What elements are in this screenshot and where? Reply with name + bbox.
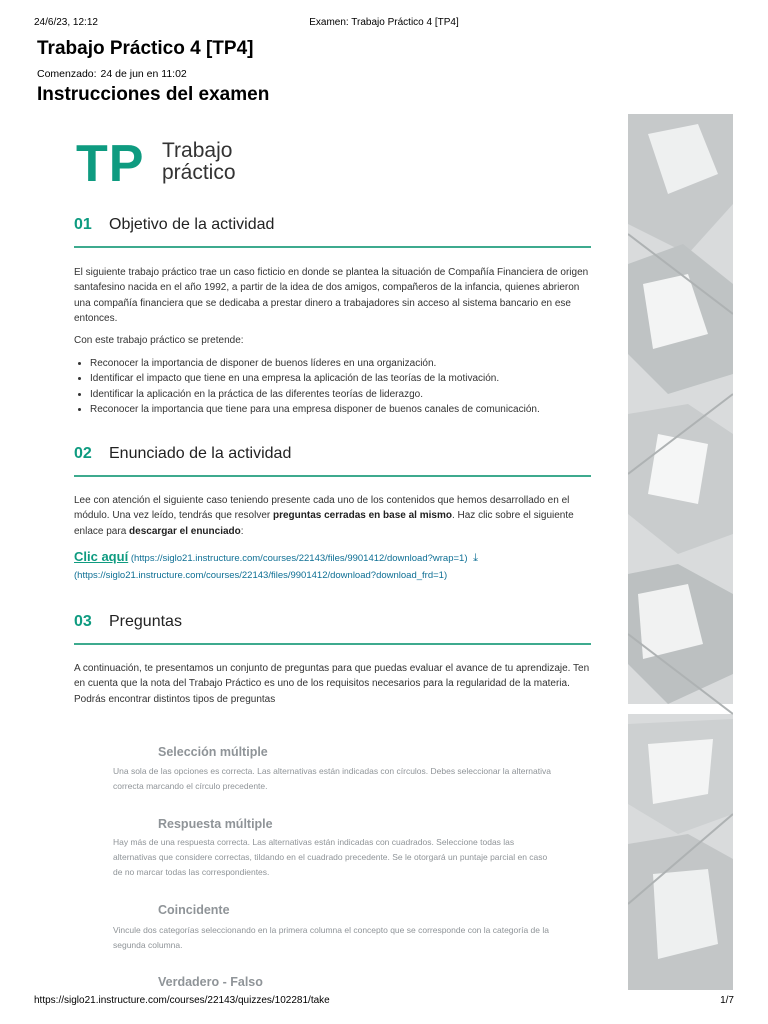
section-number: 02 [74,445,92,462]
question-type-title: Coincidente [158,903,230,917]
section-number: 01 [74,216,92,233]
section-title: Enunciado de la actividad [109,445,292,462]
statement-bold: descargar el enunciado [129,525,241,537]
statement-paragraph [74,493,592,539]
download-link[interactable]: Clic aquí [74,549,129,564]
print-header [34,17,734,31]
download-link-url-2[interactable]: (https://siglo21.instructure.com/courses/22143/files/9901412/download?download_frd=1) [74,570,448,581]
goal-item: • Reconocer la importancia que tiene para una empresa disponer de buenos canales de comunicación. [90,402,620,417]
goal-item: • Identificar la aplicación en la práctica de las diferentes teorías de liderazgo. [90,387,620,402]
download-link-row [74,548,594,568]
question-type-desc: Vincule dos categorías seleccionando en la primera columna el concepto que se corresponde con la categoría de la segunda columna. [113,925,549,950]
section-title: Preguntas [109,613,182,630]
decorative-architecture-image [628,114,733,990]
question-type-title: Respuesta múltiple [158,817,273,831]
objective-intro: El siguiente trabajo práctico trae un caso ficticio en donde se plantea la situación de Compañía Financiera de origen santafesino nacida en el año 1992, a partir de la idea de dos amigos, compañeros de la infancia, quienes abrieron una compañía financiera que se dedicaba a prestar dinero a trabajadores sin acceso al sistema bancario en ese entonces. [74,267,589,324]
question-type-title: Selección múltiple [158,745,268,759]
tp-logo-word2: práctico [162,161,236,184]
started-value: 24 de jun en 11:02 [100,68,187,80]
goal-item: • Reconocer la importancia de disponer de buenos líderes en una organización. [90,356,620,371]
tp-logo-word1: Trabajo [162,139,233,162]
goal-item: • Identificar el impacto que tiene en una empresa la aplicación de las teorías de la motivación. [90,371,620,386]
statement-text: . Haz clic sobre el siguiente enlace para [74,510,574,537]
print-date: 24/6/23, 12:12 [34,17,98,28]
print-url: https://siglo21.instructure.com/courses/22143/quizzes/102281/take [34,995,330,1006]
section-title: Objetivo de la actividad [109,216,275,233]
print-footer [34,995,734,1009]
statement-text: Lee con atención el siguiente caso teniendo presente cada uno de los contenidos que hemos desarrollado en el módulo. Una vez leído, tendrás que resolver [74,495,570,522]
download-link-url[interactable]: (https://siglo21.instructure.com/courses/22143/files/9901412/download?wrap=1) [130,553,468,564]
print-page-number: 1/7 [720,995,734,1006]
quiz-started [37,68,187,80]
instructions-heading: Instrucciones del examen [37,84,270,105]
started-label: Comenzado: [37,68,97,80]
section-heading-objective [74,216,591,248]
section-heading-statement [74,445,591,477]
section-heading-questions [74,613,591,645]
objective-lead: Con este trabajo práctico se pretende: [74,335,244,346]
statement-bold: preguntas cerradas en base al mismo [273,510,452,522]
quiz-title: Trabajo Práctico 4 [TP4] [37,38,254,59]
tp-logo-mark: TP [76,135,145,193]
statement-text: : [240,525,244,537]
question-type-desc: Una sola de las opciones es correcta. Las alternativas están indicadas con círculos. Debes seleccionar la alternativa correcta marcando el círculo precedente. [113,766,551,791]
print-doc-title: Examen: Trabajo Práctico 4 [TP4] [309,17,459,28]
objective-goals-list [74,356,620,417]
question-type-title: Verdadero - Falso [158,975,263,989]
question-type-desc: Hay más de una respuesta correcta. Las alternativas están indicadas con cuadrados. Seleccione todas las alternativas que considere correctas, tildando en el cuadrado precedente. Se le otorgará un puntaje parcial en caso de no marcar todas las correspondientes. [113,837,548,877]
questions-intro: A continuación, te presentamos un conjunto de preguntas para que puedas evaluar el avance de tu aprendizaje. Ten en cuenta que la nota del Trabajo Práctico es uno de los requisitos necesarios para la regularidad de la materia. Podrás encontrar distintos tipos de preguntas [74,663,590,705]
section-number: 03 [74,613,92,630]
download-icon[interactable]: ⤓ [473,552,478,564]
